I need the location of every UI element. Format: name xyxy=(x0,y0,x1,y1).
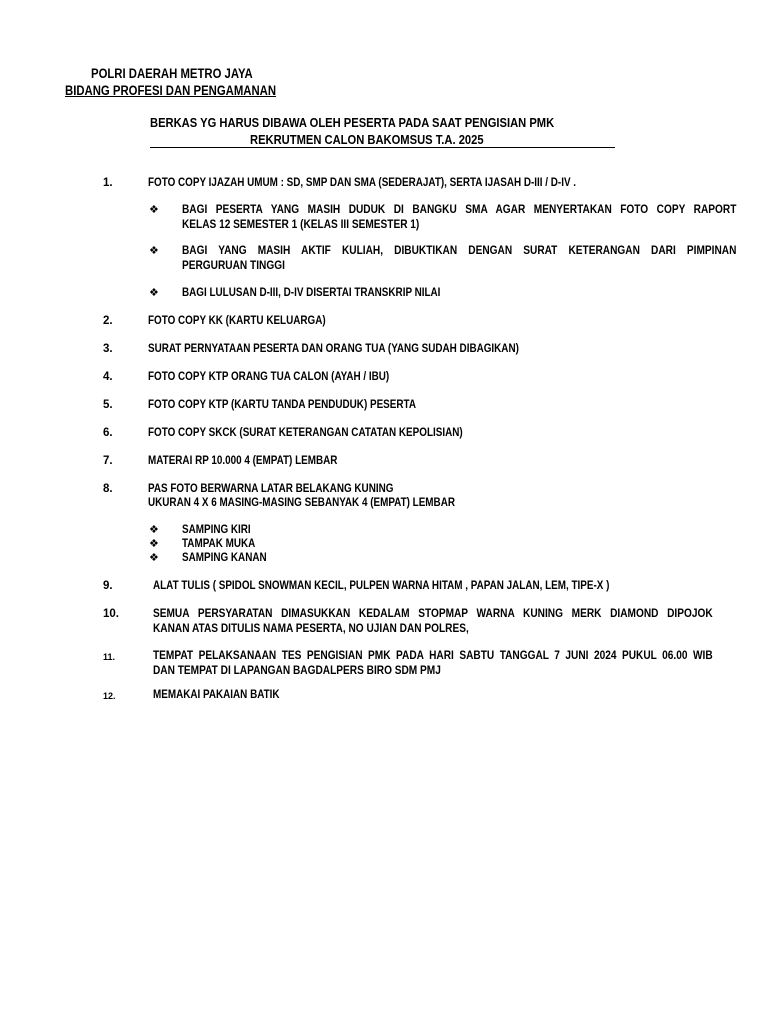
item-text: FOTO COPY KTP ORANG TUA CALON (AYAH / IBU) xyxy=(148,371,390,383)
item-text: FOTO COPY KTP (KARTU TANDA PENDUDUK) PESERTA xyxy=(148,399,416,411)
item-number: 2. xyxy=(103,315,113,327)
sub-item-text: SAMPING KANAN xyxy=(182,552,267,564)
item-number: 12. xyxy=(103,691,116,701)
diamond-bullet-icon: ❖ xyxy=(149,538,159,550)
sub-item-text: TAMPAK MUKA xyxy=(182,538,256,550)
item-number: 3. xyxy=(103,343,113,355)
item-text: MATERAI RP 10.000 4 (EMPAT) LEMBAR xyxy=(148,455,338,467)
item-text: TEMPAT PELAKSANAAN TES PENGISIAN PMK PADA HARI SABTU TANGGAL 7 JUNI 2024 PUKUL 06.00 WIB xyxy=(153,650,713,662)
item-text: SURAT PERNYATAAN PESERTA DAN ORANG TUA (YANG SUDAH DIBAGIKAN) xyxy=(148,343,519,355)
item-text: ALAT TULIS ( SPIDOL SNOWMAN KECIL, PULPEN WARNA HITAM , PAPAN JALAN, LEM, TIPE-X ) xyxy=(153,580,610,592)
item-text: FOTO COPY IJAZAH UMUM : SD, SMP DAN SMA (SEDERAJAT), SERTA IJASAH D-III / D-IV . xyxy=(148,177,577,189)
diamond-bullet-icon: ❖ xyxy=(149,287,159,299)
item-number: 11. xyxy=(103,652,116,662)
sub-item-text-cont: KELAS 12 SEMESTER 1 (KELAS III SEMESTER 1) xyxy=(182,218,420,231)
item-number: 5. xyxy=(103,399,113,411)
item-number: 6. xyxy=(103,427,113,439)
item-text-cont: DAN TEMPAT DI LAPANGAN BAGDALPERS BIRO SDM PMJ xyxy=(153,664,441,677)
title-underline xyxy=(150,147,615,148)
item-text: MEMAKAI PAKAIAN BATIK xyxy=(153,689,280,701)
sub-item-text: BAGI LULUSAN D-III, D-IV DISERTAI TRANSKRIP NILAI xyxy=(182,287,441,299)
sub-item xyxy=(182,205,736,231)
document-title-line1: BERKAS YG HARUS DIBAWA OLEH PESERTA PADA SAAT PENGISIAN PMK xyxy=(150,115,555,130)
item-number: 7. xyxy=(103,455,113,467)
org-name-line2: BIDANG PROFESI DAN PENGAMANAN xyxy=(65,83,277,98)
item-body xyxy=(153,651,713,677)
org-name-line1: POLRI DAERAH METRO JAYA xyxy=(91,66,253,81)
sub-item-text: BAGI YANG MASIH AKTIF KULIAH, DIBUKTIKAN DENGAN SURAT KETERANGAN DARI PIMPINAN xyxy=(182,245,737,257)
sub-item-text: BAGI PESERTA YANG MASIH DUDUK DI BANGKU SMA AGAR MENYERTAKAN FOTO COPY RAPORT xyxy=(182,204,737,216)
item-number: 4. xyxy=(103,371,113,383)
item-text: FOTO COPY KK (KARTU KELUARGA) xyxy=(148,315,326,327)
item-number: 9. xyxy=(103,580,113,592)
diamond-bullet-icon: ❖ xyxy=(149,245,159,257)
sub-item-text: SAMPING KIRI xyxy=(182,524,251,536)
sub-item-text-cont: PERGURUAN TINGGI xyxy=(182,259,285,272)
diamond-bullet-icon: ❖ xyxy=(149,204,159,216)
item-text: SEMUA PERSYARATAN DIMASUKKAN KEDALAM STOPMAP WARNA KUNING MERK DIAMOND DIPOJOK xyxy=(153,608,713,620)
item-text: FOTO COPY SKCK (SURAT KETERANGAN CATATAN KEPOLISIAN) xyxy=(148,427,463,439)
sub-item xyxy=(182,246,736,272)
item-number: 1. xyxy=(103,177,113,189)
item-number: 10. xyxy=(103,608,119,620)
item-number: 8. xyxy=(103,483,113,495)
item-text-cont: KANAN ATAS DITULIS NAMA PESERTA, NO UJIAN DAN POLRES, xyxy=(153,622,469,635)
diamond-bullet-icon: ❖ xyxy=(149,552,159,564)
item-body xyxy=(153,609,713,635)
diamond-bullet-icon: ❖ xyxy=(149,524,159,536)
item-text: PAS FOTO BERWARNA LATAR BELAKANG KUNING xyxy=(148,483,394,495)
document-title-line2: REKRUTMEN CALON BAKOMSUS T.A. 2025 xyxy=(250,132,484,147)
item-text-cont: UKURAN 4 X 6 MASING-MASING SEBANYAK 4 (EMPAT) LEMBAR xyxy=(148,497,455,509)
